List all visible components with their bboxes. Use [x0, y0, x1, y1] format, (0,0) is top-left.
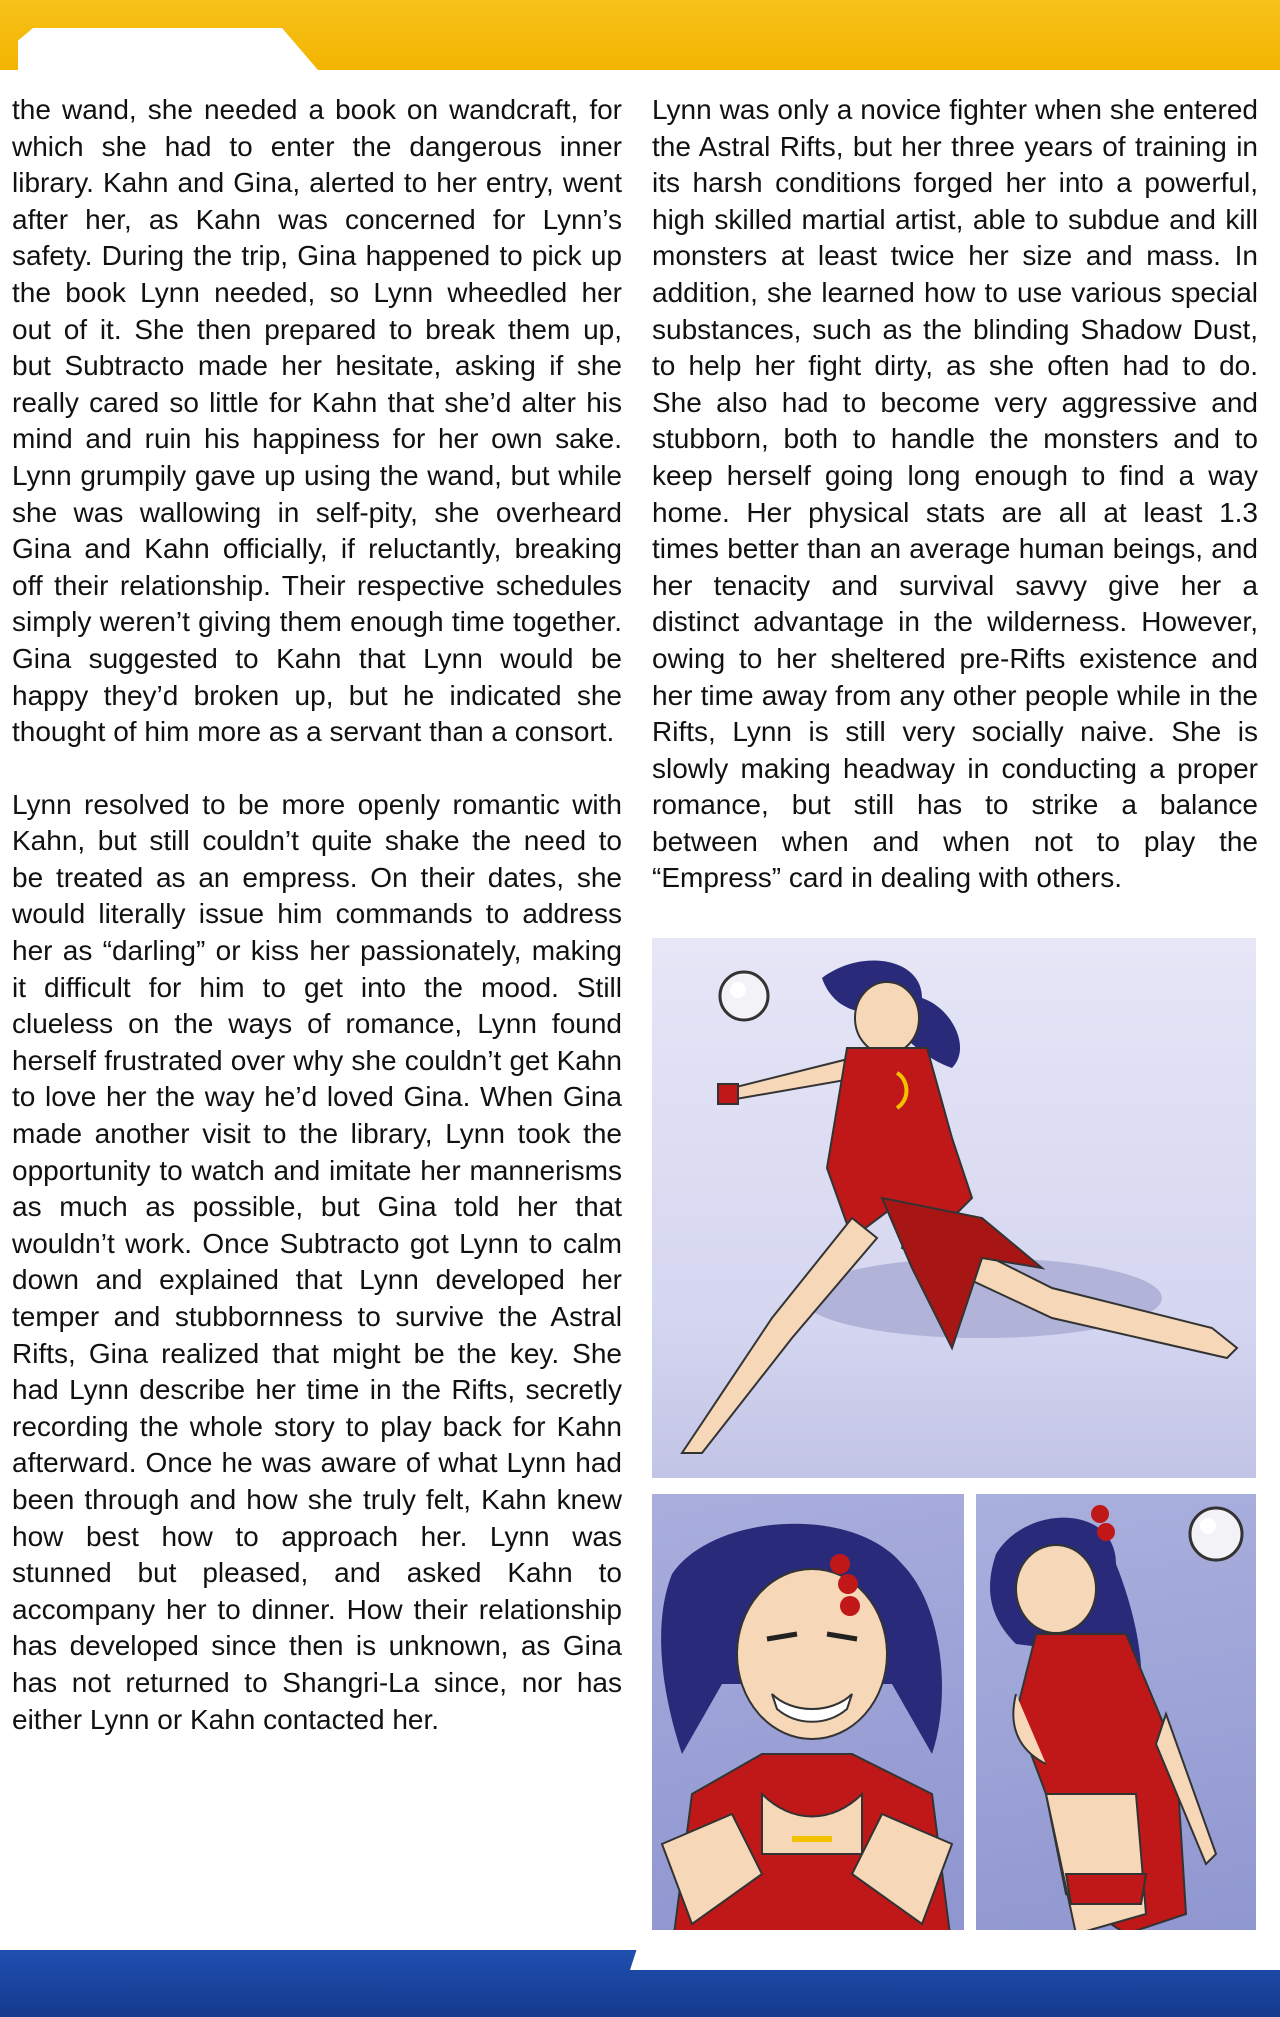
grimace-closeup-drawing — [652, 1494, 964, 1950]
bottom-footer-tab — [630, 1930, 1280, 1970]
top-header-tab — [18, 28, 318, 70]
looking-back-drawing — [976, 1494, 1256, 1950]
left-text-column — [12, 92, 622, 1738]
fighting-stance-drawing — [652, 938, 1256, 1478]
left-paragraph-2: Lynn resolved to be more openly romantic with Kahn, but still couldn’t quite shake the need to be treated as an empress. On their dates, she would literally issue him commands to address her as “darling” or kiss her passionately, making it difficult for him to get into the mood. Still clueless on the ways of romance, Lynn found herself frustrated over why she couldn’t get Kahn to love her the way he’d loved Gina. When Gina made another visit to the library, Lynn took the opportunity to watch and imitate her mannerisms as much as possible, but Gina told her that wouldn’t work. Once Subtracto got Lynn to calm down and explained that Lynn developed her temper and stubbornness to survive the Astral Rifts, Gina realized that might be the key. She had Lynn describe her time in the Rifts, secretly recording the whole story to play back for Kahn afterward. Once he was aware of what Lynn had been through and how she truly felt, Kahn knew how best how to approach her. Lynn was stunned but pleased, and asked Kahn to accompany her to dinner. How their relationship has developed since then is unknown, as Gina has not returned to Shangri-La since, nor has either Lynn or Kahn contacted her. — [12, 788, 622, 1735]
illustration-fighting-stance — [652, 938, 1256, 1478]
right-paragraph-1: Lynn was only a novice fighter when she entered the Astral Rifts, but her three years of training in its harsh conditions forged her into a powerful, high skilled martial artist, able to subdue and kill monsters at least twice her size and mass. In addition, she learned how to use various special substances, such as the blinding Shadow Dust, to help her fight dirty, as she often had to do. She also had to become very aggressive and stubborn, both to handle the monsters and to keep herself going long enough to find a way home. Her physical stats are all at least 1.3 times better than an average human beings, and her tenacity and survival savvy give her a distinct advantage in the wilderness. However, owing to her sheltered pre-Rifts existence and her time away from any other people while in the Rifts, Lynn is still very socially naive. She is slowly making headway in conducting a proper romance, but still has to strike a balance between when and when not to play the “Empress” card in dealing with others. — [652, 94, 1258, 894]
right-text-column — [652, 92, 1258, 897]
illustration-looking-back — [976, 1494, 1256, 1950]
left-paragraph-1: the wand, she needed a book on wandcraft, for which she had to enter the dangerous inner library. Kahn and Gina, alerted to her entry, went after her, as Kahn was concerned for Lynn’s safety. During the trip, Gina happened to pick up the book Lynn needed, so Lynn wheedled her out of it. She then prepared to break them up, but Subtracto made her hesitate, asking if she really cared so little for Kahn that she’d alter his mind and ruin his happiness for her own sake. Lynn grumpily gave up using the wand, but while she was wallowing in self-pity, she overheard Gina and Kahn officially, if reluctantly, breaking off their relationship. Their respective schedules simply weren’t giving them enough time together. Gina suggested to Kahn that Lynn would be happy they’d broken up, but he indicated she thought of him more as a servant than a consort. — [12, 94, 622, 748]
illustration-grimace-closeup — [652, 1494, 964, 1950]
